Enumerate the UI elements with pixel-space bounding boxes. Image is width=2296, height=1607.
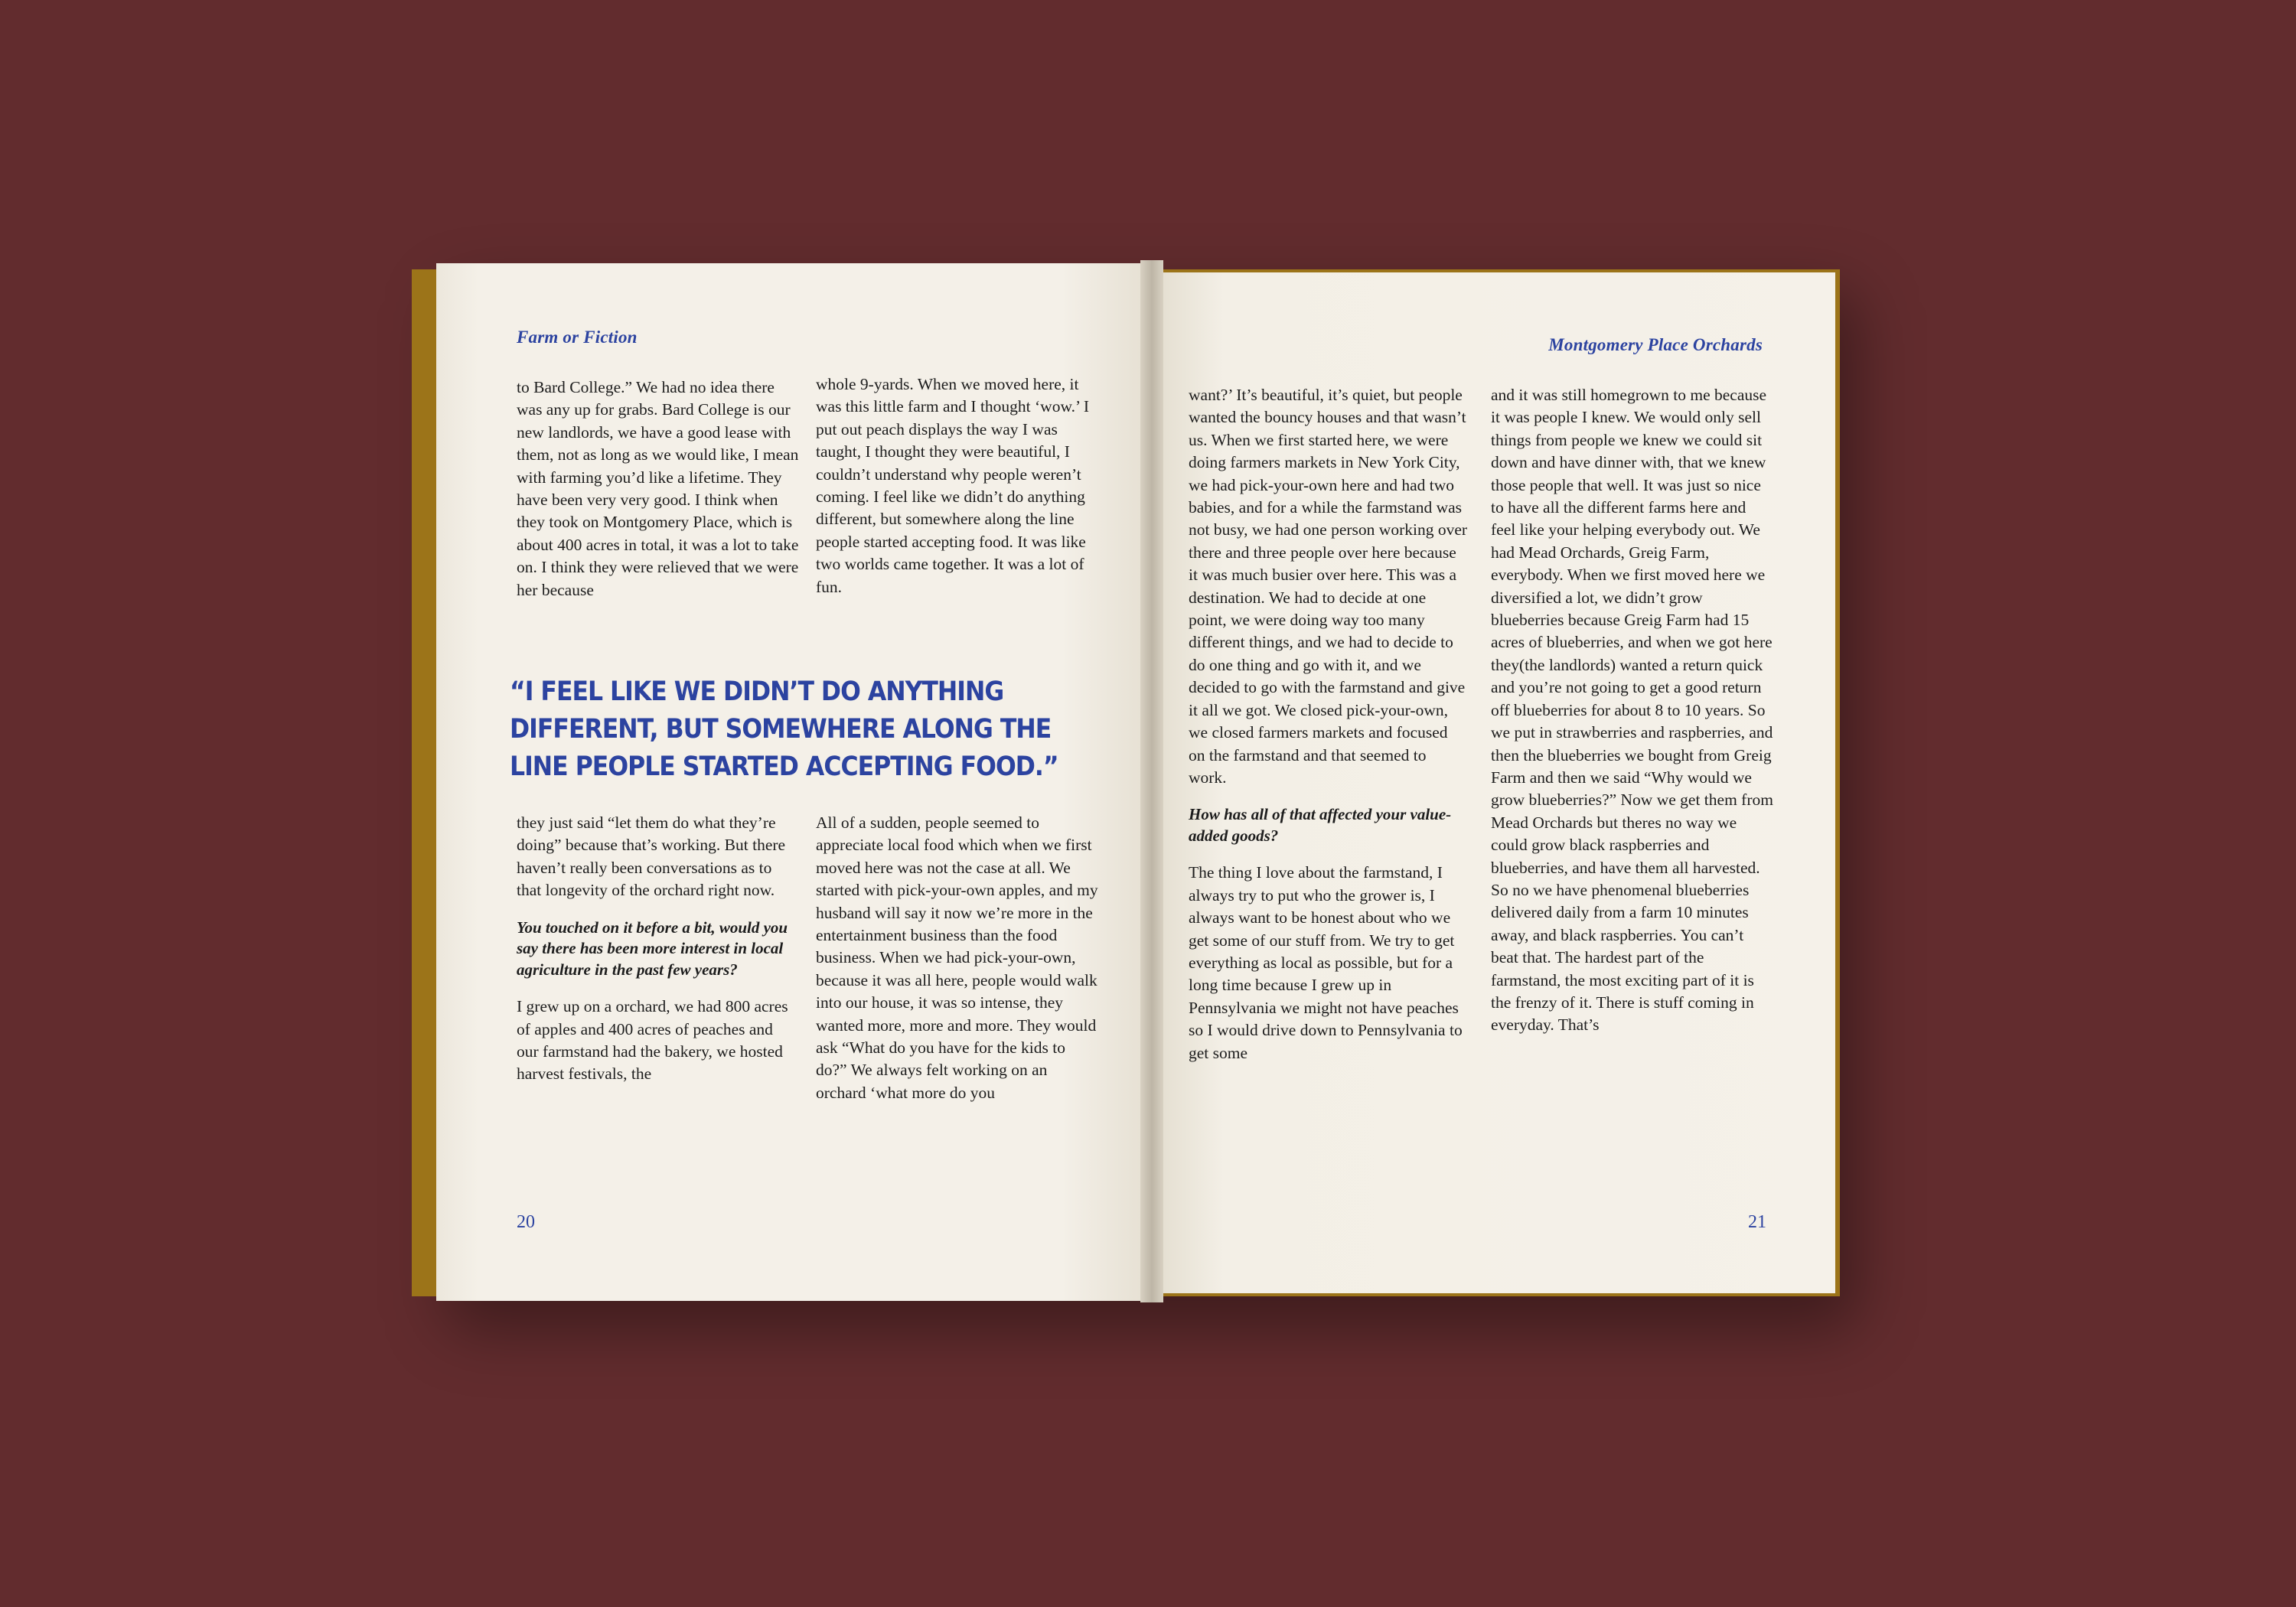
pull-quote: “I FEEL LIKE WE DIDN’T DO ANYTHING DIFFERENT, BUT SOMEWHERE ALONG THE LINE PEOPLE STARTED ACCEPTING FOOD.”: [510, 676, 1058, 782]
left-page-number: 20: [517, 1212, 535, 1232]
left-column-1-bottom: [517, 812, 796, 1101]
right-page-number: 21: [1748, 1212, 1766, 1232]
left-col1-top-paragraph: to Bard College.” We had no idea there was any up for grabs. Bard College is our new landlords, we have a good lease with them, not as long as we would like, I mean with farming you’d like a lifetime. They have been very very good. I think when they took on Montgomery Place, which is about 400 acres in total, it was a lot to take on. I think they were relieved that we were her because: [517, 378, 799, 599]
left-column-2-bottom: [816, 812, 1099, 1120]
left-col2-bottom-paragraph: All of a sudden, people seemed to appreciate local food which when we first moved here was not the case at all. We started with pick-your-own apples, and my husband will say it now we’re more in the entertainment business than the food business. When we had pick-your-own, because it was all here, people would walk into our house, it was so intense, they wanted more, more and more. They would ask “What do you have for the kids to do?” We always felt working on an orchard ‘what more do you: [816, 813, 1098, 1102]
left-col1-bottom-paragraph-1: they just said “let them do what they’re doing” because that’s working. But there haven’t really been conversations as to that longevity of the orchard right now.: [517, 813, 786, 900]
right-column-2: [1491, 384, 1774, 1052]
left-column-1-top: [517, 376, 800, 617]
book-spine-gutter: [1140, 260, 1163, 1302]
left-col1-bottom-paragraph-2: I grew up on a orchard, we had 800 acres of apples and 400 acres of peaches and our farmstand had the bakery, we hosted harvest festivals, the: [517, 997, 788, 1084]
interview-question-1: You touched on it before a bit, would you say there has been more interest in local agriculture in the past few years?: [517, 918, 788, 979]
left-col2-top-paragraph: whole 9-yards. When we moved here, it was this little farm and I thought ‘wow.’ I put out peach displays the way I was taught, I thought they were beautiful, I couldn’t understand why people weren’t coming. I feel like we didn’t do anything different, but somewhere along the line people started accepting food. It was like two worlds came together. It was a lot of fun.: [816, 375, 1090, 596]
right-running-head: Montgomery Place Orchards: [1548, 335, 1763, 354]
right-col2-paragraph: and it was still homegrown to me because it was people I knew. We would only sell things from people we knew we could sit down and have dinner with, that we knew those people that well. It was just so nice to have all the different farms here and feel like your helping everybody out. We had Mead Orchards, Greig Farm, everybody. When we first moved here we diversified a lot, we didn’t grow blueberries because Greig Farm had 15 acres of blueberries, and when we got here they(the landlords) wanted a return quick and you’re not going to get a good return off blueberries for about 8 to 10 years. So we put in strawberries and raspberries, and then the blueberries we bought from Greig Farm and then we said “Why would we grow blueberries?” Now we get them from Mead Orchards but theres no way we could grow black raspberries and blueberries, and have them all harvested. So no we have phenomenal blueberries delivered daily from a farm 10 minutes away, and black raspberries. You can’t beat that. The hardest part of the farmstand, the most exciting part of it is the frenzy of it. There is stuff coming in everyday. That’s: [1491, 386, 1773, 1035]
left-column-2-top: [816, 373, 1091, 614]
interview-question-2: How has all of that affected your value-added goods?: [1189, 805, 1452, 845]
left-running-head: Farm or Fiction: [517, 328, 638, 347]
right-col1-paragraph-1: want?’ It’s beautiful, it’s quiet, but people wanted the bouncy houses and that wasn’t us. When we first started here, we were doing farmers markets in New York City, we had pick-your-own here and had two babies, and for a while the farmstand was not busy, we had one person working over there and three people over here because it was much busier over here. This was a destination. We had to decide at one point, we were doing way too many different things, and we had to decide to do one thing and go with it, and we decided to go with the farmstand and give it all we got. We closed pick-your-own, we closed farmers markets and focused on the farmstand and that seemed to work.: [1189, 386, 1468, 787]
right-col1-paragraph-2: The thing I love about the farmstand, I always try to put who the grower is, I always want to be honest about who we get some of our stuff from. We try to get everything as local as possible, but for a long time because I grew up in Pennsylvania we might not have peaches so I would drive down to Pennsylvania to get some: [1189, 863, 1463, 1062]
right-column-1: [1189, 384, 1468, 1080]
